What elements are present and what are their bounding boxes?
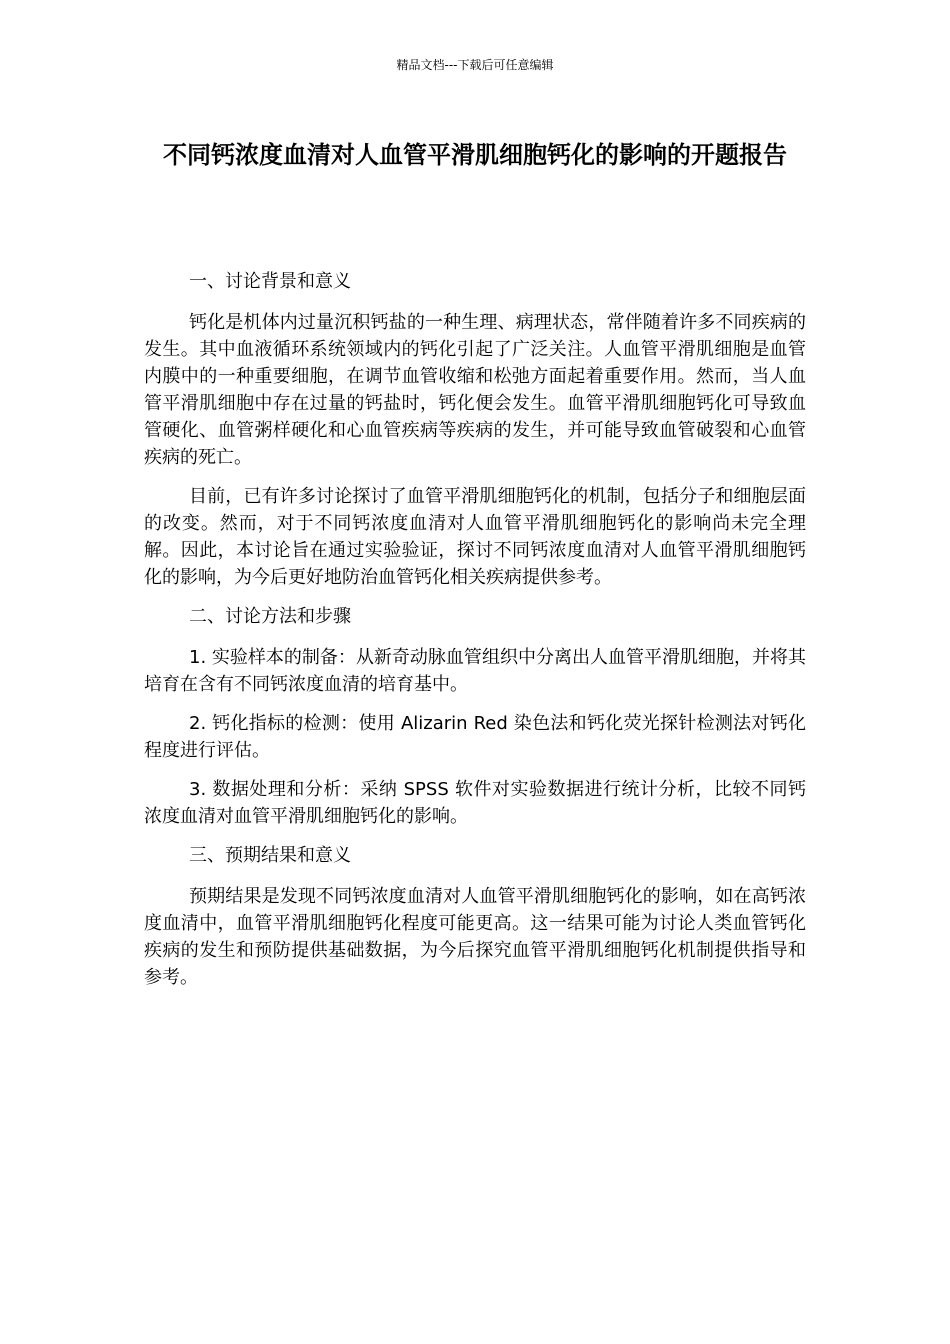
body-paragraph: 预期结果是发现不同钙浓度血清对人血管平滑肌细胞钙化的影响，如在高钙浓度血清中，血管平滑肌细胞钙化程度可能更高。这一结果可能为讨论人类血管钙化疾病的发生和预防提供基础数据，为今后探究血管平滑肌细胞钙化机制提供指导和参考。 bbox=[144, 886, 806, 988]
document-title: 不同钙浓度血清对人血管平滑肌细胞钙化的影响的开题报告 bbox=[163, 141, 787, 169]
document-body bbox=[144, 268, 806, 1003]
section-heading: 二、讨论方法和步骤 bbox=[189, 606, 351, 627]
section-heading: 三、预期结果和意义 bbox=[189, 845, 351, 866]
section-heading: 一、讨论背景和意义 bbox=[189, 271, 351, 292]
body-paragraph: 目前，已有许多讨论探讨了血管平滑肌细胞钙化的机制，包括分子和细胞层面的改变。然而，对于不同钙浓度血清对人血管平滑肌细胞钙化的影响尚未完全理解。因此，本讨论旨在通过实验验证，探讨不同钙浓度血清对人血管平滑肌细胞钙化的影响，为今后更好地防治血管钙化相关疾病提供参考。 bbox=[144, 486, 806, 588]
list-item: 2. 钙化指标的检测：使用 Alizarin Red 染色法和钙化荧光探针检测法对钙化程度进行评估。 bbox=[144, 713, 806, 761]
header-note: 精品文档---下载后可任意编辑 bbox=[396, 58, 554, 72]
body-paragraph: 钙化是机体内过量沉积钙盐的一种生理、病理状态，常伴随着许多不同疾病的发生。其中血液循环系统领域内的钙化引起了广泛关注。人血管平滑肌细胞是血管内膜中的一种重要细胞，在调节血管收缩和松弛方面起着重要作用。然而，当人血管平滑肌细胞中存在过量的钙盐时，钙化便会发生。血管平滑肌细胞钙化可导致血管硬化、血管粥样硬化和心血管疾病等疾病的发生，并可能导致血管破裂和心血管疾病的死亡。 bbox=[144, 312, 806, 468]
list-item: 1. 实验样本的制备：从新奇动脉血管组织中分离出人血管平滑肌细胞，并将其培育在含有不同钙浓度血清的培育基中。 bbox=[144, 647, 806, 695]
list-item: 3. 数据处理和分析：采纳 SPSS 软件对实验数据进行统计分析，比较不同钙浓度血清对血管平滑肌细胞钙化的影响。 bbox=[144, 779, 806, 827]
